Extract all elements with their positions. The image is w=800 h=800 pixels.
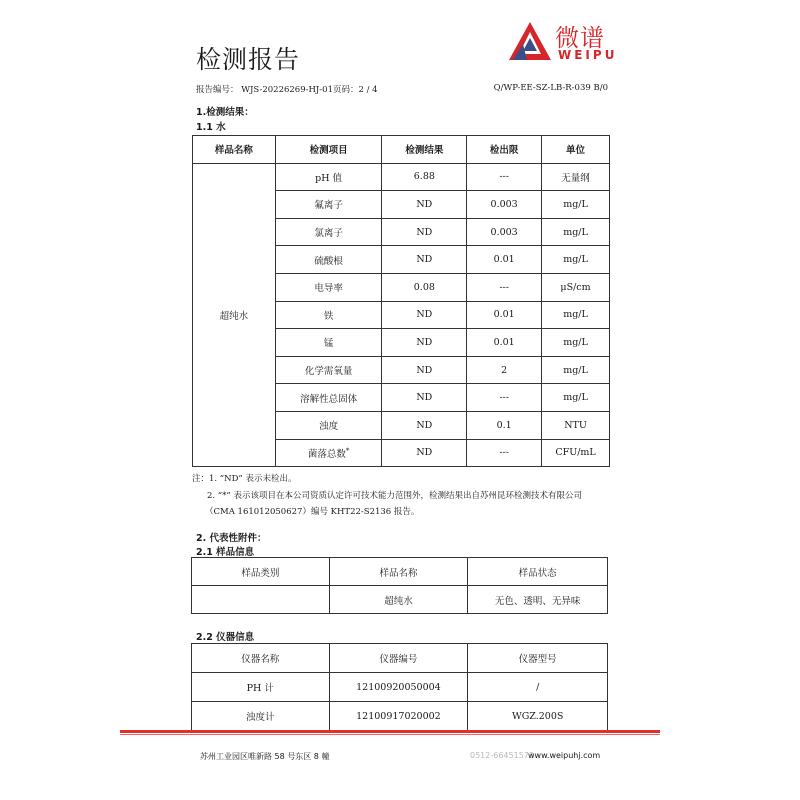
section-water-heading: 1.1 水 xyxy=(196,122,226,133)
column-header: 样品名称 xyxy=(329,558,468,586)
instrument-name: 浊度计 xyxy=(192,702,330,731)
sample-info-table xyxy=(191,557,608,614)
note-line-2: 2. “*” 表示该项目在本公司资质认定许可技术能力范围外，检测结果出自苏州昆环检测技术有限公司 xyxy=(207,491,582,501)
footer-address: 苏州工业园区唯新路 58 号东区 8 幢 xyxy=(200,752,330,761)
company-logo xyxy=(507,16,617,76)
asterisk-mark: * xyxy=(345,446,350,455)
test-result: ND xyxy=(382,246,467,274)
detection-limit: 0.01 xyxy=(467,329,542,357)
unit: mg/L xyxy=(542,218,610,246)
footer-website: www.weipuhj.com xyxy=(528,751,601,760)
detection-limit: --- xyxy=(467,439,542,467)
table-row xyxy=(193,163,610,191)
instrument-number: 12100920050004 xyxy=(329,673,468,702)
sample-state: 无色、透明、无异味 xyxy=(468,586,608,614)
section-results-heading: 1.检测结果： xyxy=(196,107,254,118)
unit: mg/L xyxy=(542,301,610,329)
sample-name-cell: 超纯水 xyxy=(193,163,276,467)
column-header: 仪器型号 xyxy=(468,644,608,673)
detection-limit: --- xyxy=(467,273,542,301)
instrument-model: / xyxy=(468,673,608,702)
unit: mg/L xyxy=(542,191,610,219)
column-header: 检测项目 xyxy=(275,136,382,164)
test-item xyxy=(275,439,382,467)
test-item: 浊度 xyxy=(275,411,382,439)
section-instrument-heading: 2.2 仪器信息 xyxy=(196,632,255,643)
sample-name: 超纯水 xyxy=(329,586,468,614)
detection-limit: --- xyxy=(467,384,542,412)
table-row xyxy=(192,586,608,614)
note-line-1: 注：1. “ND” 表示未检出。 xyxy=(192,474,297,484)
column-header: 仪器名称 xyxy=(192,644,330,673)
detection-limit: 2 xyxy=(467,356,542,384)
detection-limit: 0.003 xyxy=(467,218,542,246)
unit: mg/L xyxy=(542,356,610,384)
test-result: ND xyxy=(382,301,467,329)
section-attachments-heading: 2. 代表性附件： xyxy=(196,533,267,544)
footer-divider xyxy=(120,730,660,733)
weipu-logo-icon xyxy=(507,20,553,66)
test-item: 化学需氧量 xyxy=(275,356,382,384)
column-header: 检测结果 xyxy=(382,136,467,164)
detection-limit: 0.01 xyxy=(467,246,542,274)
test-item-label: 菌落总数 xyxy=(307,448,346,460)
test-result: ND xyxy=(382,356,467,384)
footer-divider-thin xyxy=(120,734,660,735)
table-header-row xyxy=(193,136,610,164)
test-result: ND xyxy=(382,411,467,439)
report-title: 检测报告 xyxy=(196,45,301,74)
table-row xyxy=(192,673,608,702)
test-result: ND xyxy=(382,191,467,219)
test-item: pH 值 xyxy=(275,163,382,191)
column-header: 仪器编号 xyxy=(329,644,468,673)
instrument-model: WGZ.200S xyxy=(468,702,608,731)
column-header: 检出限 xyxy=(467,136,542,164)
test-result: 6.88 xyxy=(382,163,467,191)
test-item: 电导率 xyxy=(275,273,382,301)
test-result: ND xyxy=(382,218,467,246)
test-item: 溶解性总固体 xyxy=(275,384,382,412)
table-header-row xyxy=(192,644,608,673)
document-code: Q/WP-EE-SZ-LB-R-039 B/0 xyxy=(493,83,608,93)
test-item: 铁 xyxy=(275,301,382,329)
unit: mg/L xyxy=(542,246,610,274)
test-item: 锰 xyxy=(275,329,382,357)
section-sample-info-heading: 2.1 样品信息 xyxy=(196,547,255,558)
test-result: ND xyxy=(382,384,467,412)
page-number: 页码：2 / 4 xyxy=(333,85,378,95)
test-result: ND xyxy=(382,439,467,467)
test-result: ND xyxy=(382,329,467,357)
column-header: 单位 xyxy=(542,136,610,164)
report-number: 报告编号： WJS-20226269-HJ-01 xyxy=(196,85,333,95)
footer-phone: 0512-66451573 xyxy=(470,751,534,760)
detection-limit: 0.003 xyxy=(467,191,542,219)
unit: 无量纲 xyxy=(542,163,610,191)
unit: mg/L xyxy=(542,329,610,357)
test-item: 硫酸根 xyxy=(275,246,382,274)
detection-limit: 0.01 xyxy=(467,301,542,329)
instrument-info-table xyxy=(191,643,608,731)
table-header-row xyxy=(192,558,608,586)
detection-limit: 0.1 xyxy=(467,411,542,439)
instrument-number: 12100917020002 xyxy=(329,702,468,731)
sample-category xyxy=(192,586,330,614)
unit: mg/L xyxy=(542,384,610,412)
test-item: 氟离子 xyxy=(275,191,382,219)
column-header: 样品状态 xyxy=(468,558,608,586)
water-results-table xyxy=(192,135,610,467)
logo-chinese-text: 微谱 xyxy=(555,24,605,52)
unit: CFU/mL xyxy=(542,439,610,467)
unit: μS/cm xyxy=(542,273,610,301)
test-item: 氯离子 xyxy=(275,218,382,246)
instrument-name: PH 计 xyxy=(192,673,330,702)
note-line-3: （CMA 161012050627）编号 KHT22-S2136 报告。 xyxy=(205,507,420,517)
test-result: 0.08 xyxy=(382,273,467,301)
column-header: 样品类别 xyxy=(192,558,330,586)
detection-limit: --- xyxy=(467,163,542,191)
logo-english-text: WEIPU xyxy=(558,48,618,62)
table-row xyxy=(192,702,608,731)
unit: NTU xyxy=(542,411,610,439)
column-header: 样品名称 xyxy=(193,136,276,164)
